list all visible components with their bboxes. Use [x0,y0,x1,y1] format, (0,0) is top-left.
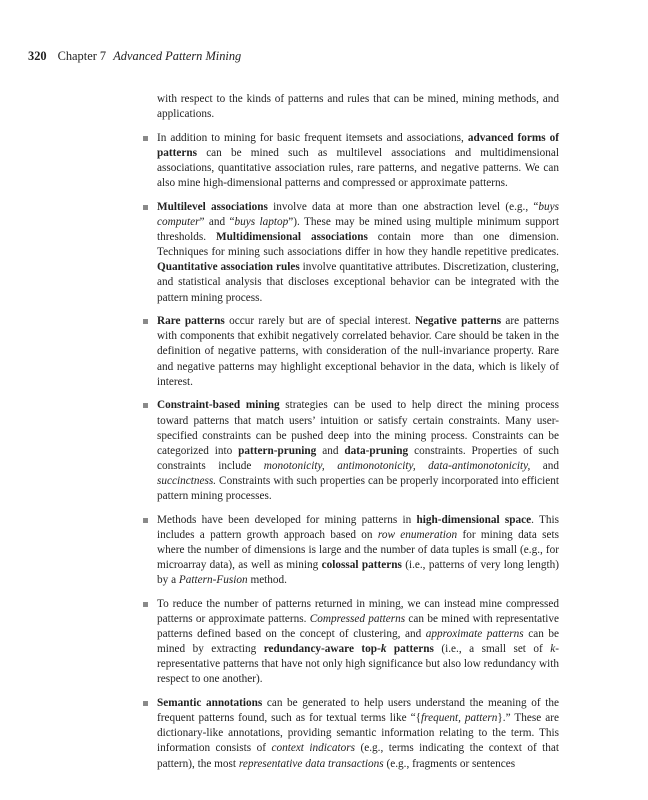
bullet-square-icon [143,701,148,706]
bullet-item-high-dimensional: Methods have been developed for mining patterns in high-dimensional space. This includes a pattern growth approach based on row enumeration for mining data sets where the number of dimensions is large and the number of data tuples is small (e.g., for microarray data), as well as mining colossal patterns (i.e., patterns of very long length) by a Pattern-Fusion method. [157,513,559,588]
bullet-item-advanced-forms: In addition to mining for basic frequent itemsets and associations, advanced forms of patterns can be mined such as multilevel associations and multidimensional associations, quantitative association rules, rare patterns, and negative patterns. We can also mine high-dimensional patterns and compressed or approximate patterns. [157,131,559,191]
running-header [28,48,241,64]
bullet-item-multilevel: Multilevel associations involve data at more than one abstraction level (e.g., “buys computer” and “buys laptop”). These may be mined using multiple minimum support thresholds. Multidimensional associations contain more than one dimension. Techniques for mining such associations differ in how they handle repetitive predicates. Quantitative association rules involve quantitative attributes. Discretization, clustering, and statistical analysis that discloses exceptional behavior can be integrated with the pattern mining process. [157,200,559,306]
page-body [157,92,559,772]
bullet-square-icon [143,602,148,607]
bullet-square-icon [143,205,148,210]
bullet-item-constraint-based: Constraint-based mining strategies can be used to help direct the mining process toward patterns that match users’ intuition or satisfy certain constraints. Many user-specified constraints can be pushed deep into the mining process. Constraints can be categorized into pattern-pruning and data-pruning constraints. Properties of such constraints include monotonicity, antimonotonicity, data-antimonotonicity, and succinctness. Constraints with such properties can be properly incorporated into efficient pattern mining processes. [157,398,559,504]
bullet-item-semantic-annotations: Semantic annotations can be generated to help users understand the meaning of the frequent patterns found, such as for textual terms like “{frequent, pattern}.” These are dictionary-like annotations, providing semantic information relating to the term. This information consists of context indicators (e.g., terms indicating the context of that pattern), the most representative data transactions (e.g., fragments or sentences [157,696,559,771]
bullet-item-compressed-patterns: To reduce the number of patterns returned in mining, we can instead mine compressed patterns or approximate patterns. Compressed patterns can be mined with representative patterns defined based on the concept of clustering, and approximate patterns can be mined by extracting redundancy-aware top-k patterns (i.e., a small set of k-representative patterns that have not only high significance but also low redundancy with respect to one another). [157,597,559,688]
page-number: 320 [28,49,47,63]
continuation-paragraph: with respect to the kinds of patterns and rules that can be mined, mining methods, and applications. [157,93,559,121]
bullet-item-rare-patterns: Rare patterns occur rarely but are of special interest. Negative patterns are patterns with components that exhibit negatively correlated behavior. Care should be taken in the definition of negative patterns, with consideration of the null-invariance property. Rare and negative patterns may highlight exceptional behavior in the data, which is likely of interest. [157,314,559,389]
chapter-title: Advanced Pattern Mining [113,49,242,63]
bullet-square-icon [143,403,148,408]
bullet-square-icon [143,136,148,141]
bullet-square-icon [143,319,148,324]
chapter-label: Chapter 7 [57,49,107,63]
bullet-square-icon [143,518,148,523]
